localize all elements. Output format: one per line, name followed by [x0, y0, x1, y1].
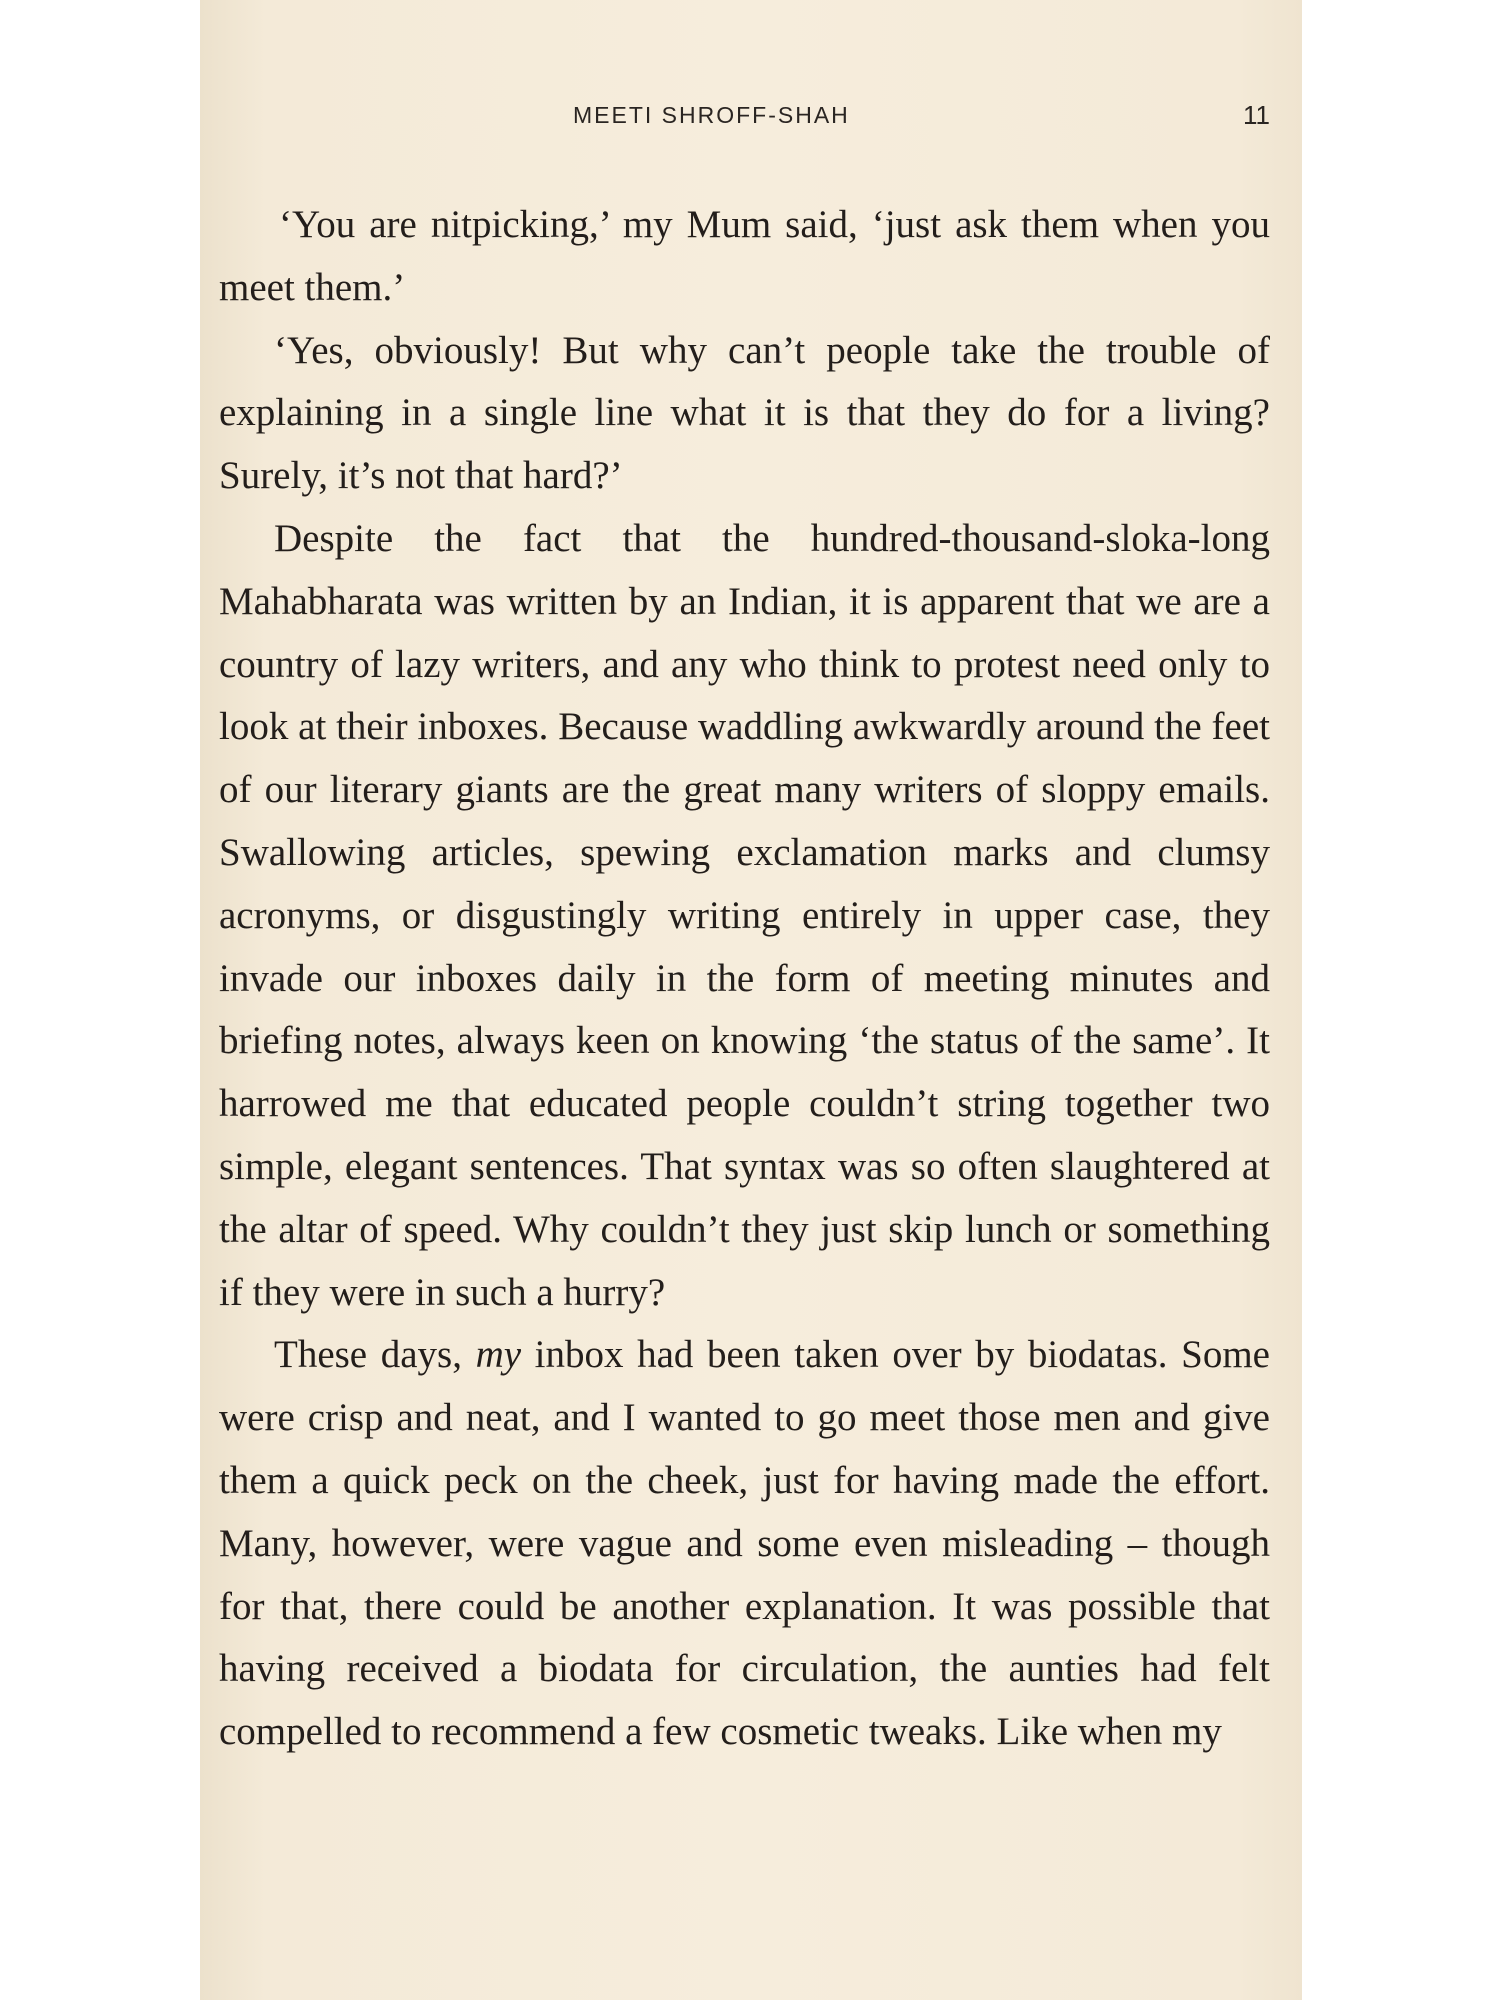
running-head: MEETI SHROFF-SHAH — [573, 102, 850, 128]
paragraph-2: ‘Yes, obviously! But why can’t people take the trouble of explaining in a single line what it is that they do for a living? Surely, it’s not that hard?’ — [219, 328, 1270, 498]
page-header — [200, 96, 1302, 136]
paragraph-4-start: These days, — [274, 1333, 476, 1377]
paragraph-3: Despite the fact that the hundred-thousand-sloka-long Mahabharata was written by an Indian, it is apparent that we are a country of lazy writers, and any who think to protest need only to look at their inboxes. Because waddling awkwardly around the feet of our literary giants are the great many writers of sloppy emails. Swallowing articles, spewing exclamation marks and clumsy acronyms, or disgustingly writing entirely in upper case, they invade our inboxes daily in the form of meeting minutes and briefing notes, always keen on knowing ‘the status of the same’. It harrowed me that educated people couldn’t string together two simple, elegant sentences. That syntax was so often slaughtered at the altar of speed. Why couldn’t they just skip lunch or something if they were in such a hurry? — [219, 516, 1270, 1314]
paragraph-4-emphasis: my — [475, 1333, 522, 1377]
paragraph-4-end: inbox had been taken over by biodatas. Some were crisp and neat, and I wanted to go meet those men and give them a quick peck on the cheek, just for having made the effort. Many, however, were vague and some even misleading – though for that, there could be another explanation. It was possible that having received a biodata for circulation, the aunties had felt compelled to recommend a few cosmetic tweaks. Like when my — [219, 1333, 1270, 1754]
paragraph-4 — [219, 1324, 1270, 1764]
body-text — [219, 194, 1270, 1764]
book-page — [200, 0, 1302, 2000]
page-number: 11 — [1243, 100, 1270, 130]
paragraph-1: ‘You are nitpicking,’ my Mum said, ‘just ask them when you meet them.’ — [219, 203, 1270, 309]
